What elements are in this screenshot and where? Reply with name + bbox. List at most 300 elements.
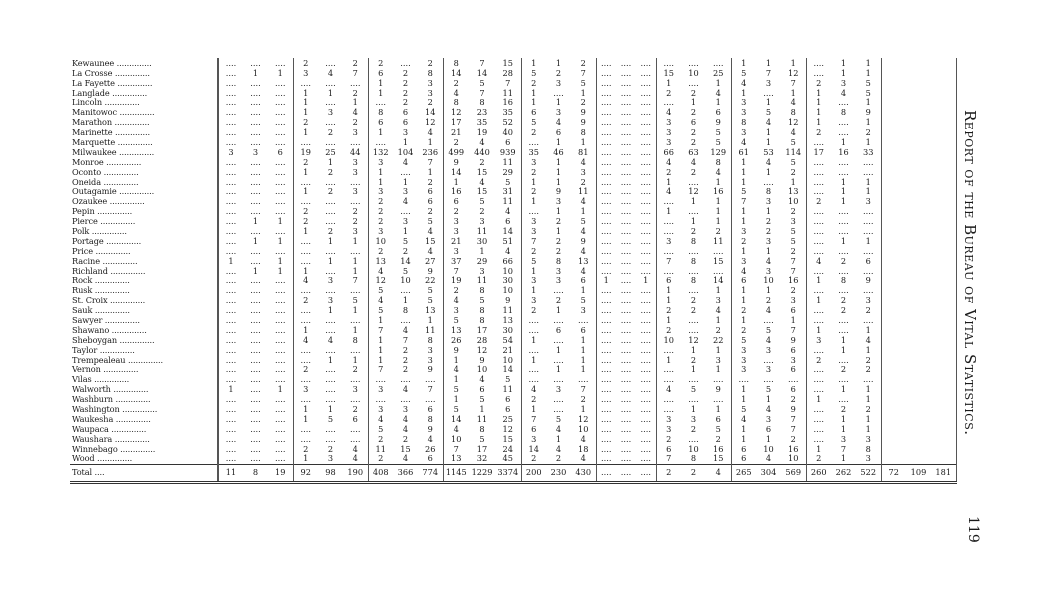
table-cell: 1 [303, 107, 309, 118]
table-cell: 8 [402, 305, 409, 316]
county-name: St. Croix .............. [70, 295, 218, 305]
table-cell: .... [636, 375, 656, 385]
table-cell: 2 [303, 295, 309, 306]
table-cell: 2 [781, 167, 806, 177]
table-cell: .... [268, 78, 293, 88]
table-cell: 4 [531, 384, 537, 395]
table-cell: 8 [856, 444, 881, 454]
table-cell: 2 [840, 255, 847, 266]
table-cell: 4 [479, 137, 485, 147]
table-cell: 12 [688, 186, 699, 197]
table-cell: 8 [690, 275, 697, 286]
table-cell: 4 [765, 404, 772, 415]
table-cell: 2 [741, 305, 747, 316]
table-cell: 52 [495, 117, 521, 127]
table-cell: 11 [418, 325, 443, 335]
table-cell: 5 [402, 236, 409, 246]
table-cell [931, 127, 956, 137]
table-cell: 10 [763, 443, 774, 454]
table-cell: 2 [303, 156, 309, 167]
table-cell: 1 [706, 345, 731, 355]
table-cell: .... [250, 97, 261, 108]
table-row [70, 256, 956, 266]
table-cell: 3 [327, 295, 334, 306]
table-row [70, 58, 956, 68]
table-cell: 2 [555, 236, 562, 246]
table-cell: 2 [303, 364, 309, 375]
table-cell: .... [620, 255, 632, 266]
table-cell: .... [706, 246, 731, 256]
table-cell: 12 [476, 344, 488, 355]
table-cell: 4 [571, 434, 596, 444]
table-cell: 3 [741, 344, 747, 355]
table-cell: .... [268, 187, 293, 197]
table-cell: 5 [741, 67, 747, 78]
table-cell: 2 [840, 305, 847, 316]
table-cell: 1 [402, 295, 409, 306]
table-cell: 4 [571, 266, 596, 276]
table-cell: .... [838, 226, 849, 236]
table-cell: .... [250, 414, 261, 424]
table-cell: .... [250, 166, 261, 177]
table-cell [906, 295, 931, 305]
table-cell [881, 345, 906, 355]
table-cell: 1 [327, 156, 334, 167]
table-cell: .... [620, 285, 632, 296]
table-cell: .... [601, 433, 612, 444]
county-name: Shawano .............. [70, 325, 218, 335]
table-cell: 3 [402, 404, 409, 415]
table-cell: .... [663, 216, 674, 227]
table-cell: 2 [343, 58, 368, 68]
table-cell [931, 226, 956, 236]
table-cell: 1 [555, 97, 562, 108]
table-cell: .... [325, 374, 336, 385]
table-cell: .... [553, 404, 564, 415]
table-cell: .... [838, 206, 849, 217]
table-cell: 7 [781, 266, 806, 276]
table-cell: .... [688, 265, 699, 276]
table-cell [906, 216, 931, 226]
table-cell: 2 [690, 166, 697, 177]
table-cell: 2 [741, 236, 747, 246]
table-cell: 3 [531, 433, 537, 444]
table-cell: 1 [840, 58, 847, 68]
table-cell: .... [601, 176, 612, 187]
table-cell: .... [813, 364, 824, 375]
table-cell: .... [268, 157, 293, 167]
table-row [70, 147, 956, 157]
table-cell: 2 [402, 245, 409, 256]
table-cell: 1 [418, 315, 443, 325]
table-cell: .... [343, 78, 368, 88]
table-cell: 1 [555, 364, 562, 375]
table-cell: .... [325, 285, 336, 296]
table-cell: .... [838, 315, 849, 325]
table-cell: 8 [243, 464, 268, 482]
table-cell: 1 [555, 206, 562, 217]
table-cell: .... [838, 394, 849, 405]
table-cell: 10 [781, 196, 806, 206]
table-cell: 6 [453, 196, 459, 207]
table-cell: .... [636, 414, 656, 424]
table-cell: 1 [343, 266, 368, 276]
table-row [70, 196, 956, 206]
table-cell: 6 [378, 67, 384, 78]
table-cell [906, 444, 931, 454]
table-cell: 2 [741, 325, 747, 335]
table-cell [931, 394, 956, 404]
table-cell: .... [225, 196, 237, 207]
table-cell: .... [813, 423, 824, 434]
table-cell: 1 [303, 414, 309, 424]
table-cell: .... [601, 295, 612, 306]
table-cell: 6 [402, 107, 409, 118]
table-cell: .... [601, 315, 612, 325]
table-cell: 2 [378, 206, 384, 217]
table-cell [906, 127, 931, 137]
table-cell: .... [553, 285, 564, 296]
table-cell: 2 [706, 226, 731, 236]
table-cell: 1 [741, 315, 747, 325]
table-cell: 4 [571, 454, 596, 464]
table-cell: .... [601, 156, 612, 167]
table-row [70, 424, 956, 434]
table-cell: 6 [418, 196, 443, 206]
table-cell: 3 [856, 196, 881, 206]
table-cell: 5 [327, 414, 334, 424]
table-cell: 1 [303, 127, 309, 138]
table-cell: 3 [378, 156, 384, 167]
table-cell: 3 [453, 305, 459, 316]
table-cell: 5 [453, 404, 459, 415]
table-cell: 4 [453, 295, 459, 306]
table-cell: 5 [495, 177, 521, 187]
table-cell: 1 [765, 206, 772, 217]
table-cell: 8 [571, 127, 596, 137]
table-cell: 16 [451, 186, 462, 197]
table-cell: 8 [378, 107, 384, 118]
table-cell: .... [620, 384, 632, 395]
table-cell [906, 454, 931, 464]
table-cell: 2 [840, 364, 847, 375]
table-row [70, 246, 956, 256]
table-cell: .... [663, 265, 674, 276]
table-cell: .... [268, 98, 293, 108]
table-cell: .... [325, 364, 336, 375]
table-cell: 4 [765, 305, 772, 316]
table-cell: .... [838, 117, 849, 128]
table-cell: .... [838, 166, 849, 177]
table-row [70, 88, 956, 98]
county-name: Kewaunee .............. [70, 58, 218, 68]
table-cell [881, 187, 906, 197]
table-cell: 1 [303, 325, 309, 335]
table-cell: 1 [781, 315, 806, 325]
table-cell: 3 [781, 216, 806, 226]
table-cell [906, 414, 931, 424]
table-cell: .... [325, 245, 336, 256]
table-cell [881, 394, 906, 404]
table-cell: 5 [378, 305, 384, 316]
table-cell: 35 [528, 147, 539, 157]
table-cell [931, 276, 956, 286]
table-cell: 15 [476, 166, 488, 177]
table-cell: .... [620, 127, 632, 138]
table-cell: 11 [495, 384, 521, 394]
table-cell: 2 [555, 453, 562, 464]
table-cell: 8 [343, 335, 368, 345]
county-name: Marquette .............. [70, 137, 218, 147]
table-cell: .... [250, 196, 261, 207]
table-cell [881, 355, 906, 365]
table-cell [931, 147, 956, 157]
table-cell: 1 [856, 325, 881, 335]
table-cell: .... [325, 196, 336, 207]
table-cell: .... [225, 166, 237, 177]
table-cell [906, 325, 931, 335]
table-cell [931, 117, 956, 127]
table-cell: 1 [741, 285, 747, 296]
table-cell: .... [813, 216, 824, 227]
table-cell: .... [688, 176, 699, 187]
table-cell: 9 [781, 404, 806, 414]
table-cell: 2 [681, 464, 706, 482]
table-cell: .... [268, 206, 293, 216]
table-cell: .... [636, 58, 656, 68]
table-cell: .... [636, 137, 656, 147]
table-cell [906, 404, 931, 414]
table-cell: .... [813, 206, 824, 217]
table-cell: 1 [741, 58, 747, 68]
table-cell: .... [343, 137, 368, 147]
table-cell: 1 [666, 315, 672, 325]
table-cell: 1 [706, 177, 731, 187]
table-cell: .... [250, 275, 261, 286]
table-cell: .... [325, 325, 336, 335]
table-row [70, 325, 956, 335]
table-cell: 4 [666, 186, 672, 197]
table-cell: .... [856, 226, 881, 236]
table-cell: 9 [781, 335, 806, 345]
table-cell: 265 [731, 464, 756, 482]
table-cell [931, 325, 956, 335]
table-cell [906, 315, 931, 325]
table-cell: 1 [378, 166, 384, 177]
table-cell: 2 [402, 87, 409, 98]
table-cell: 14 [495, 226, 521, 236]
table-cell: 11 [571, 187, 596, 197]
table-cell: .... [225, 216, 237, 227]
table-cell: .... [553, 394, 564, 405]
table-cell: 11 [495, 305, 521, 315]
table-cell: 1 [571, 355, 596, 365]
table-cell: .... [636, 345, 656, 355]
table-cell: 9 [418, 266, 443, 276]
table-cell: .... [636, 216, 656, 226]
table-cell: 1 [706, 365, 731, 375]
table-cell: 1 [816, 275, 822, 286]
table-cell: .... [813, 245, 824, 256]
table-cell: 1 [856, 236, 881, 246]
table-cell: .... [636, 236, 656, 246]
table-cell: 8 [690, 255, 697, 266]
table-cell: 2 [327, 166, 334, 177]
table-cell: 2 [706, 434, 731, 444]
table-cell: 1 [636, 276, 656, 286]
table-cell: 5 [765, 325, 772, 335]
table-cell: 8 [418, 335, 443, 345]
table-cell: .... [620, 236, 632, 246]
table-cell: 30 [495, 325, 521, 335]
table-cell: 3 [252, 147, 259, 157]
table-cell: .... [620, 117, 632, 128]
table-cell: .... [688, 245, 699, 256]
county-name: Oconto .............. [70, 167, 218, 177]
table-cell: .... [596, 464, 616, 482]
table-cell: 4 [706, 464, 731, 482]
table-cell: .... [268, 444, 293, 454]
table-cell: .... [620, 206, 632, 217]
table-cell: .... [601, 87, 612, 98]
table-cell: .... [636, 305, 656, 315]
table-cell: 6 [495, 394, 521, 404]
table-cell: 3 [741, 354, 747, 365]
table-cell: .... [813, 384, 824, 395]
table-cell: .... [225, 97, 237, 108]
table-cell: 1 [252, 216, 259, 227]
table-cell: 499 [448, 147, 465, 157]
table-cell [906, 177, 931, 187]
table-cell: 1 [856, 58, 881, 68]
table-cell: 4 [453, 364, 459, 375]
table-cell: 14 [451, 166, 462, 177]
table-cell: .... [813, 315, 824, 325]
table-cell: .... [268, 295, 293, 305]
table-cell: 3 [706, 295, 731, 305]
table-cell: .... [813, 137, 824, 147]
table-cell: .... [688, 325, 699, 335]
table-cell: 3 [402, 186, 409, 197]
county-name: Rusk .............. [70, 285, 218, 295]
table-cell: 6 [495, 137, 521, 147]
table-cell: 6 [781, 305, 806, 315]
table-cell: 1 [741, 156, 747, 167]
table-cell: 1 [765, 127, 772, 138]
table-cell: 7 [781, 414, 806, 424]
table-cell [931, 107, 956, 117]
table-cell: 3 [856, 454, 881, 464]
table-row [70, 266, 956, 276]
table-cell [931, 345, 956, 355]
table-cell: 6 [418, 404, 443, 414]
table-cell: 4 [765, 117, 772, 128]
table-cell: 26 [418, 444, 443, 454]
table-cell: 2 [378, 245, 384, 256]
table-cell: 17 [813, 147, 824, 157]
table-cell: .... [620, 97, 632, 108]
table-cell: 2 [453, 206, 459, 217]
table-cell: .... [268, 117, 293, 127]
table-cell: 1 [690, 364, 697, 375]
table-cell: 9 [571, 236, 596, 246]
table-cell [881, 58, 906, 68]
table-cell: 10 [688, 443, 699, 454]
table-cell: 1 [555, 137, 562, 147]
table-cell: 8 [479, 315, 485, 325]
county-name: Milwaukee .............. [70, 147, 218, 157]
table-cell: 1 [856, 117, 881, 127]
table-cell: 1 [706, 285, 731, 295]
table-cell: .... [268, 305, 293, 315]
table-cell: 4 [856, 335, 881, 345]
table-cell: 5 [453, 384, 459, 395]
table-cell: 10 [451, 433, 462, 444]
table-row [70, 68, 956, 78]
table-cell: 4 [402, 384, 409, 395]
table-cell: .... [250, 107, 261, 118]
table-cell: 9 [479, 354, 485, 365]
table-cell: 260 [806, 464, 831, 482]
table-cell: 2 [765, 226, 772, 236]
table-cell: 1 [765, 394, 772, 405]
table-cell: 5 [531, 67, 537, 78]
table-cell: 3 [840, 77, 847, 88]
table-cell: 7 [531, 236, 537, 246]
table-cell [906, 196, 931, 206]
table-cell: 63 [688, 147, 699, 157]
table-cell: 1 [378, 344, 384, 355]
table-cell: 66 [663, 147, 674, 157]
table-cell: 3 [706, 355, 731, 365]
table-cell: .... [601, 127, 612, 138]
table-cell: 1 [706, 216, 731, 226]
table-cell: 1 [571, 335, 596, 345]
table-cell: 1 [840, 137, 847, 147]
table-cell: .... [225, 127, 237, 138]
table-cell: .... [620, 186, 632, 197]
table-row [70, 157, 956, 167]
table-cell: 1 [531, 97, 537, 108]
table-cell: 2 [418, 206, 443, 216]
table-cell: .... [225, 315, 237, 325]
table-cell: .... [601, 97, 612, 108]
table-cell: .... [813, 156, 824, 167]
table-cell: 16 [838, 147, 849, 157]
county-name: Portage .............. [70, 236, 218, 246]
table-cell: .... [620, 77, 632, 88]
table-cell: .... [813, 414, 824, 424]
table-cell: 8 [479, 285, 485, 296]
table-cell: .... [813, 344, 824, 355]
table-cell: 7 [781, 325, 806, 335]
table-cell [906, 107, 931, 117]
table-cell: .... [838, 354, 849, 365]
table-cell: .... [225, 295, 237, 306]
table-cell: .... [636, 325, 656, 335]
table-cell: 6 [495, 216, 521, 226]
table-cell: 8 [479, 423, 485, 434]
table-cell: 2 [781, 246, 806, 256]
table-cell: 2 [555, 67, 562, 78]
table-cell: .... [343, 246, 368, 256]
table-cell: 2 [402, 97, 409, 108]
table-cell: 109 [906, 464, 931, 482]
table-cell [881, 88, 906, 98]
table-cell: .... [601, 354, 612, 365]
table-cell: .... [620, 216, 632, 227]
table-cell: .... [838, 97, 849, 108]
